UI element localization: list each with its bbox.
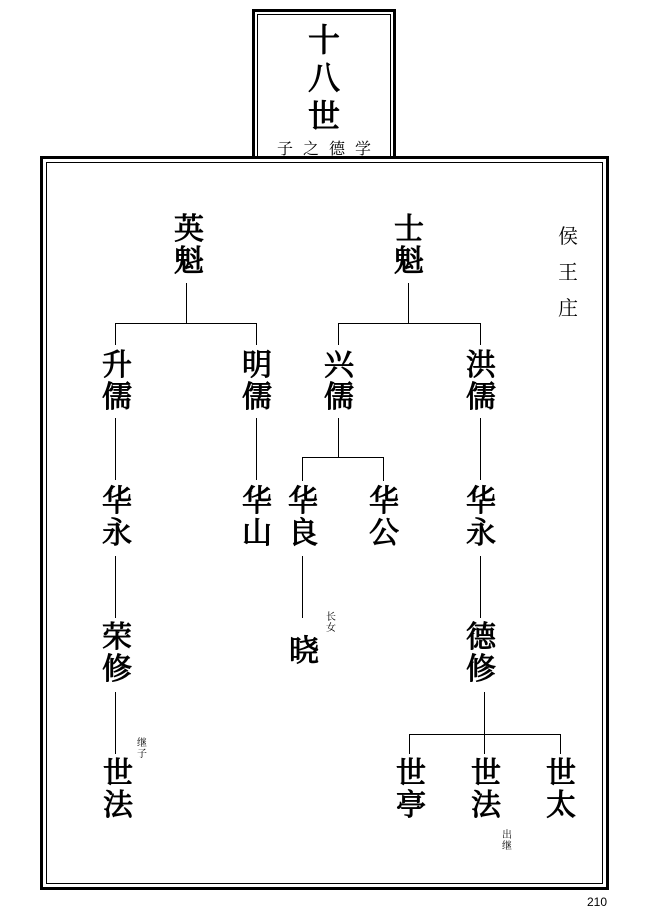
connector-to-shiting [409,734,410,754]
connector-rongxiu-to-shifa [115,692,116,754]
connector-hualiang-to-xiao [302,556,303,618]
note-eldest-daughter: 长 女 [326,612,336,634]
person-shitai: 世 太 [546,756,576,823]
connector-xingru-branch [302,457,384,458]
connector-huayong-to-dexiu [480,556,481,618]
connector-yingkui-branch [115,323,257,324]
connector-to-shengru [115,323,116,345]
person-shikui: 士 魁 [394,212,424,279]
person-yingkui: 英 魁 [174,212,204,279]
person-xiao: 晓 [289,634,319,669]
connector-to-hongru [480,323,481,345]
generation-char-2: 八 [307,59,340,97]
generation-subtitle: 子之德学 [276,139,381,158]
village-char-2: 王 [558,260,578,284]
person-dexiu: 德 修 [466,620,496,687]
person-hualiang: 华 良 [288,484,318,551]
connector-shikui-down [408,283,409,324]
person-shiting: 世 亭 [396,756,426,823]
connector-hongru-to-huayong [480,418,481,480]
village-label [553,218,583,326]
connector-to-xingru [338,323,339,345]
note-adopted-out: 出 继 [502,830,512,852]
connector-mingru-to-huashan [256,418,257,480]
connector-huayong-to-rongxiu [115,556,116,618]
person-shifa-left: 世 法 [103,756,133,823]
person-hongru: 洪 儒 [466,348,496,415]
connector-shengru-to-huayong [115,418,116,480]
generation-char-1: 十 [307,21,340,59]
person-huayong-right: 华 永 [466,484,496,551]
connector-to-hualiang [302,457,303,481]
connector-to-shitai [560,734,561,754]
person-huayong-left: 华 永 [102,484,132,551]
person-shifa-right: 世 法 [471,756,501,823]
generation-char-3: 世 [307,97,340,135]
connector-shikui-branch [338,323,481,324]
person-mingru: 明 儒 [242,348,272,415]
person-rongxiu: 荣 修 [102,620,132,687]
connector-dexiu-branch [409,734,561,735]
connector-to-huagong [383,457,384,481]
connector-xingru-down [338,418,339,458]
connector-yingkui-down [186,283,187,324]
connector-to-shifa-right [484,734,485,754]
person-huashan: 华 山 [242,484,272,551]
person-shengru: 升 儒 [102,348,132,415]
page-number: 210 [586,895,607,909]
person-xingru: 兴 儒 [324,348,354,415]
generation-header-box [252,9,396,159]
connector-to-mingru [256,323,257,345]
village-char-1: 侯 [558,224,578,248]
person-huagong: 华 公 [369,484,399,551]
note-adopted-son: 继 子 [137,738,147,760]
connector-dexiu-down [484,692,485,735]
village-char-3: 庄 [558,296,578,320]
